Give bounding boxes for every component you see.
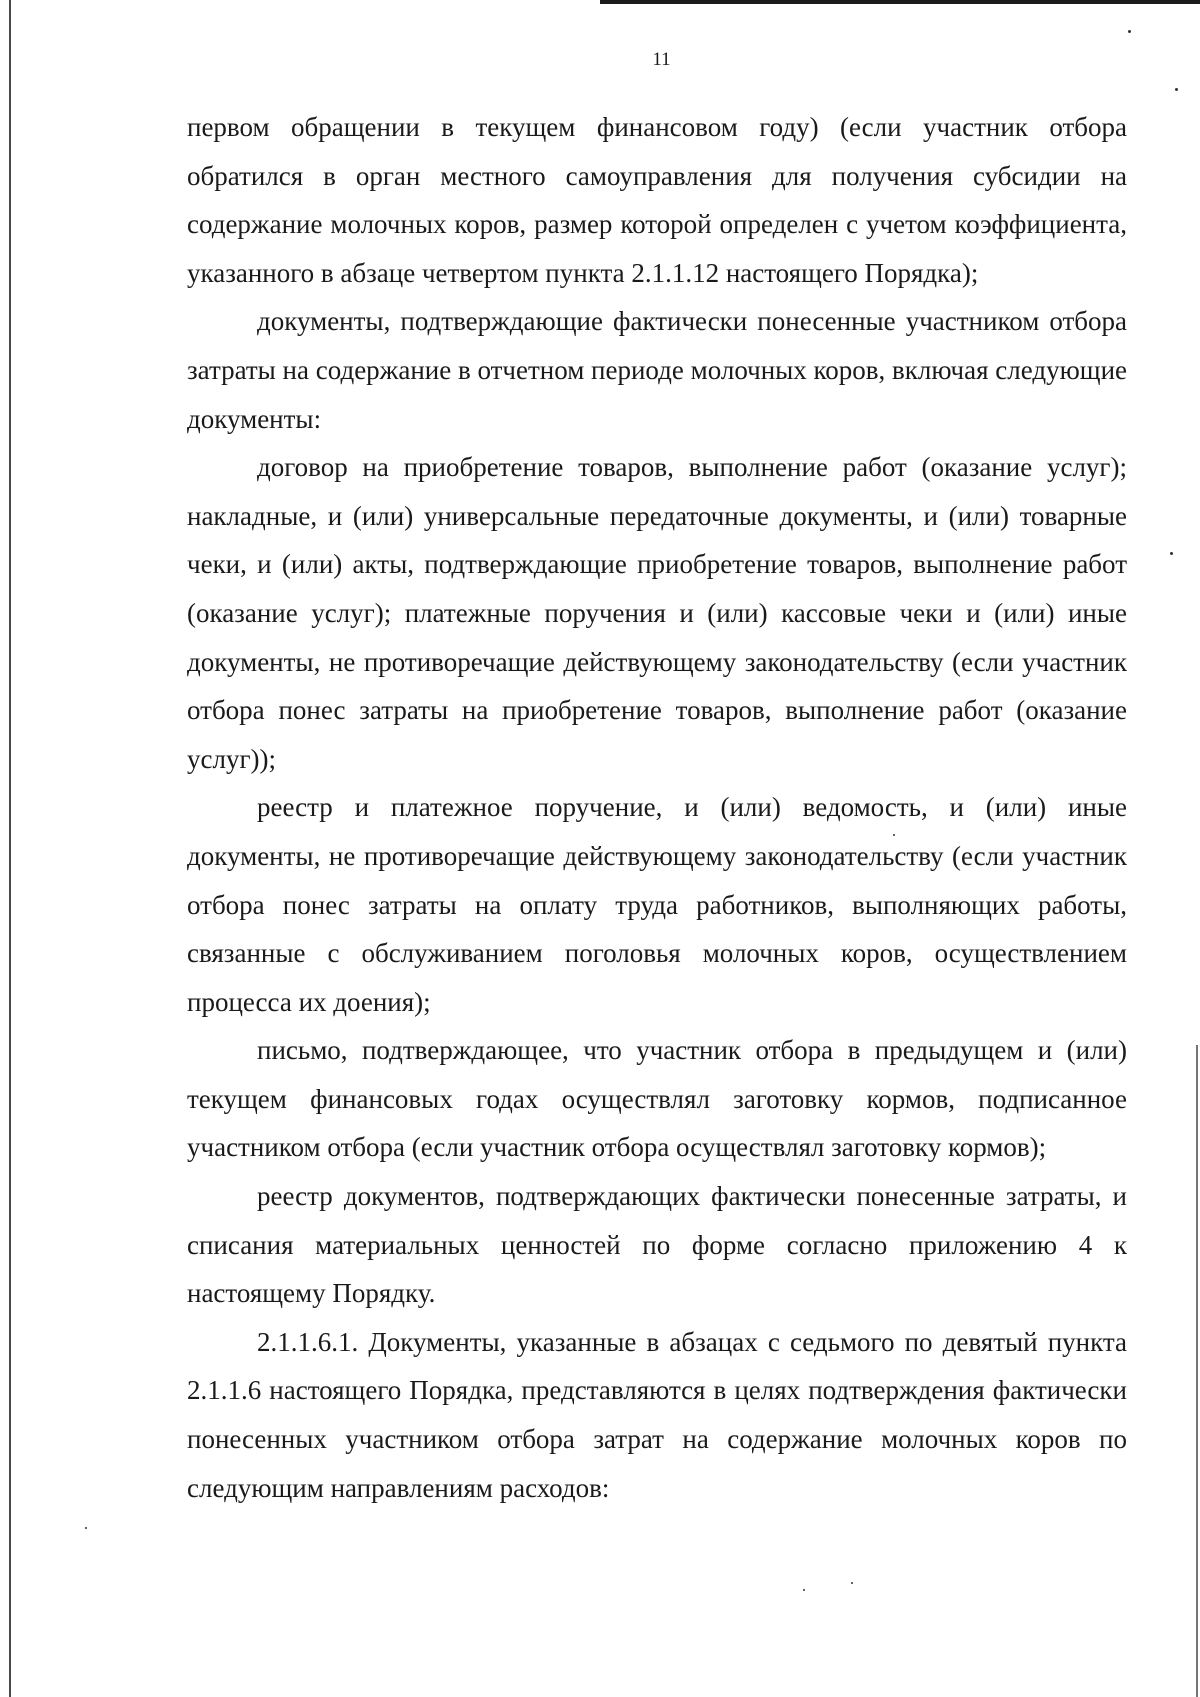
paragraph-documents-register: реестр документов, подтверждающих фактически понесенные затраты, и списания материальных ценностей по форме согласно приложению 4 к настоящему Порядку. <box>187 1181 1127 1309</box>
scan-speck <box>803 1589 805 1591</box>
paragraph-clause-2-1-1-6-1: 2.1.1.6.1. Документы, указанные в абзацах с седьмого по девятый пункта 2.1.1.6 настоящего Порядка, представляются в целях подтверждения фактически понесенных участником отбора затрат на содержание молочных коров по следующим направлениям расходов: <box>187 1326 1127 1503</box>
document-body <box>187 103 1127 1512</box>
scan-speck <box>1175 88 1178 91</box>
paragraph-purchase-contracts: договор на приобретение товаров, выполнение работ (оказание услуг); накладные, и (или) универсальные передаточные документы, и (или) товарные чеки, и (или) акты, подтверждающие приобретение товаров, выполнение работ (оказание услуг); платежные поручения и (или) кассовые чеки и (или) иные документы, не противоречащие действующему законодательству (если участник отбора понес затраты на приобретение товаров, выполнение работ (оказание услуг)); <box>187 452 1127 774</box>
page-number: 11 <box>652 49 671 70</box>
paragraph-feed-letter: письмо, подтверждающее, что участник отбора в предыдущем и (или) текущем финансовых годах осуществлял заготовку кормов, подписанное участником отбора (если участник отбора осуществлял заготовку кормов); <box>187 1035 1127 1163</box>
paragraph-continuation: первом обращении в текущем финансовом году) (если участник отбора обратился в орган местного самоуправления для получения субсидии на содержание молочных коров, размер которой определен с учетом коэффициента, указанного в абзаце четвертом пункта 2.1.1.12 настоящего Порядка); <box>187 112 1127 288</box>
scan-left-edge-line <box>9 0 11 1697</box>
scan-right-edge-line <box>1196 1045 1198 1697</box>
paragraph-payroll-documents: реестр и платежное поручение, и (или) ведомость, и (или) иные документы, не противоречащие действующему законодательству (если участник отбора понес затраты на оплату труда работников, выполняющих работы, связанные с обслуживанием поголовья молочных коров, осуществлением процесса их доения); <box>187 792 1127 1017</box>
scan-speck <box>85 1527 87 1529</box>
scan-speck <box>851 1582 853 1584</box>
paragraph-expense-documents: документы, подтверждающие фактически понесенные участником отбора затраты на содержание в отчетном периоде молочных коров, включая следующие документы: <box>187 306 1127 434</box>
scan-top-edge-line <box>600 0 1200 4</box>
scan-speck <box>1128 30 1131 33</box>
scan-speck <box>1170 552 1173 555</box>
